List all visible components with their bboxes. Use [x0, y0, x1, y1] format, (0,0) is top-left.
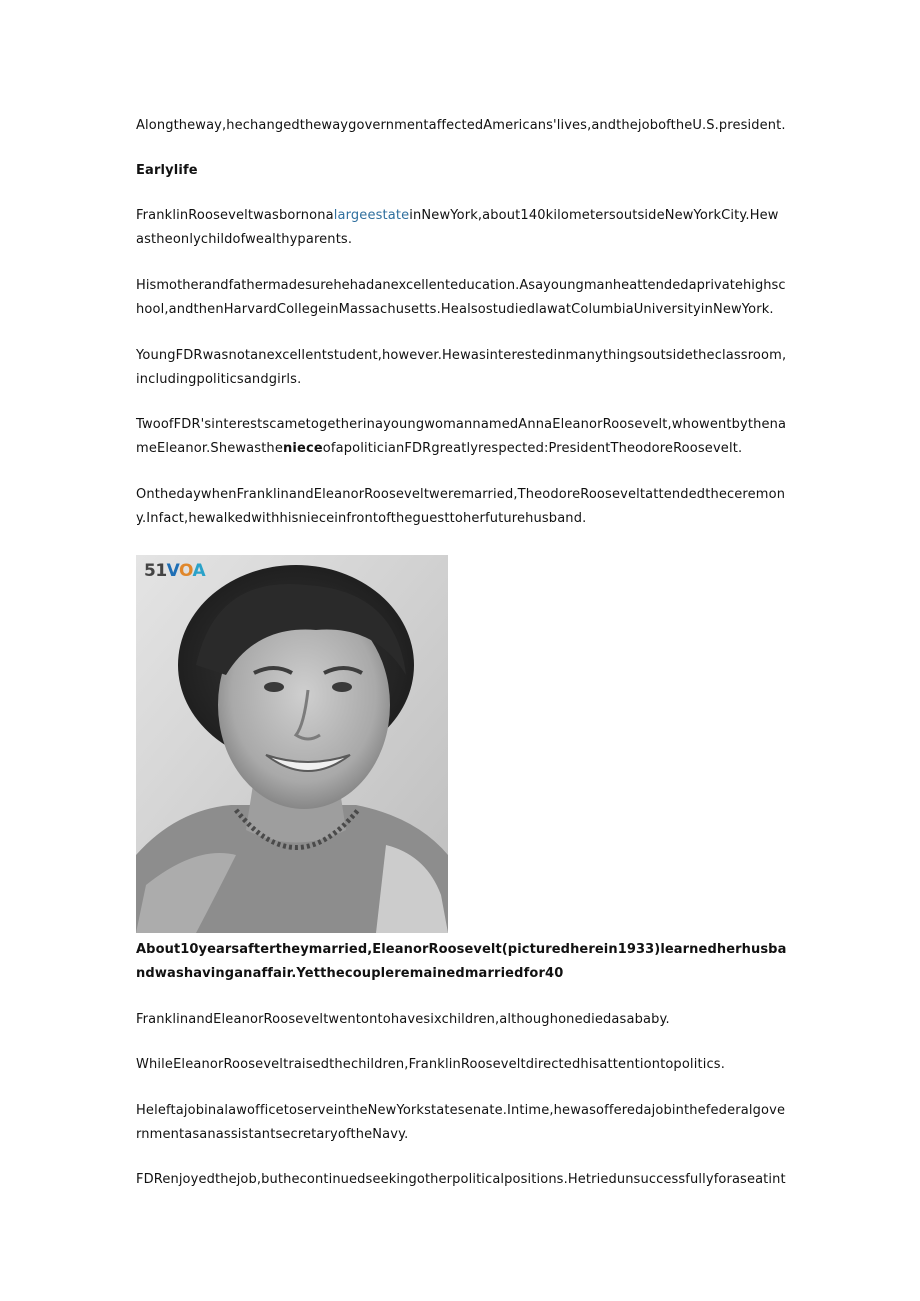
paragraph-student-line1: YoungFDRwasnotanexcellentstudent,however.Hewasinterestedinmanythingsoutsidetheclassroom, — [136, 348, 787, 363]
text-segment: meEleanor.Shewasthe — [136, 441, 283, 456]
niece-keyword: niece — [282, 441, 323, 456]
photo-caption-line2: ndwashavinganaffair.Yetthecoupleremainedmarriedfor40 — [136, 966, 564, 981]
paragraph-children: FranklinandEleanorRooseveltwentontohavesixchildren,althoughonediedasababy. — [136, 1012, 670, 1027]
logo-part: A — [192, 561, 206, 581]
text-segment: FranklinRooseveltwasbornona — [136, 208, 334, 223]
photo-caption-line1: About10yearsaftertheymarried,EleanorRoosevelt(picturedherein1933)learnedherhusba — [136, 942, 787, 957]
portrait-illustration — [136, 555, 448, 933]
paragraph-eleanor-line1: TwoofFDR'sinterestscametogetherinayoungwomannamedAnnaEleanorRoosevelt,whowentbythena — [136, 417, 787, 432]
voa-logo — [144, 561, 205, 581]
paragraph-birth-line2: astheonlychildofwealthyparents. — [136, 232, 353, 247]
paragraph-navy-line2: rnmentasanassistantsecretaryoftheNavy. — [136, 1127, 409, 1142]
section-heading: Earlylife — [136, 163, 198, 178]
text-segment: ofapoliticianFDRgreatlyrespected:PresidentTheodoreRoosevelt. — [322, 441, 743, 456]
paragraph-navy-line1: HeleftajobinalawofficetoserveintheNewYorkstatesenate.Intime,hewasofferedajobinthefederalgove — [136, 1103, 786, 1118]
paragraph-student-line2: includingpoliticsandgirls. — [136, 372, 302, 387]
large-estate-link[interactable]: largeestate — [333, 208, 410, 223]
paragraph-education-line2: hool,andthenHarvardCollegeinMassachusetts.HealsostudiedlawatColumbiaUniversityinNewYork. — [136, 302, 774, 317]
paragraph-education-line1: Hismotherandfathermadesurehehadanexcellenteducation.Asayoungmanheattendedaprivatehighsc — [136, 278, 786, 293]
paragraph-eleanor-line2 — [136, 440, 742, 458]
paragraph-positions: FDRenjoyedthejob,buthecontinuedseekingotherpoliticalpositions.Hetriedunsuccessfullyforaseatint — [136, 1172, 786, 1187]
paragraph-politics: WhileEleanorRooseveltraisedthechildren,FranklinRooseveltdirectedhisattentiontopolitics. — [136, 1057, 725, 1072]
logo-part: 51 — [144, 561, 167, 581]
logo-part: V — [166, 561, 180, 581]
paragraph-birth-line1 — [136, 207, 779, 225]
text-segment: inNewYork,about140kilometersoutsideNewYorkCity.Hew — [409, 208, 779, 223]
paragraph-wedding-line1: OnthedaywhenFranklinandEleanorRooseveltweremarried,TheodoreRooseveltattendedtheceremon — [136, 487, 786, 502]
paragraph-wedding-line2: y.Infact,hewalkedwithhisnieceinfrontoftheguesttoherfuturehusband. — [136, 511, 587, 526]
paragraph-intro: Alongtheway,hechangedthewaygovernmentaffectedAmericans'lives,andthejoboftheU.S.president. — [136, 118, 786, 133]
eleanor-roosevelt-photo — [136, 555, 448, 933]
logo-part: O — [179, 561, 193, 581]
